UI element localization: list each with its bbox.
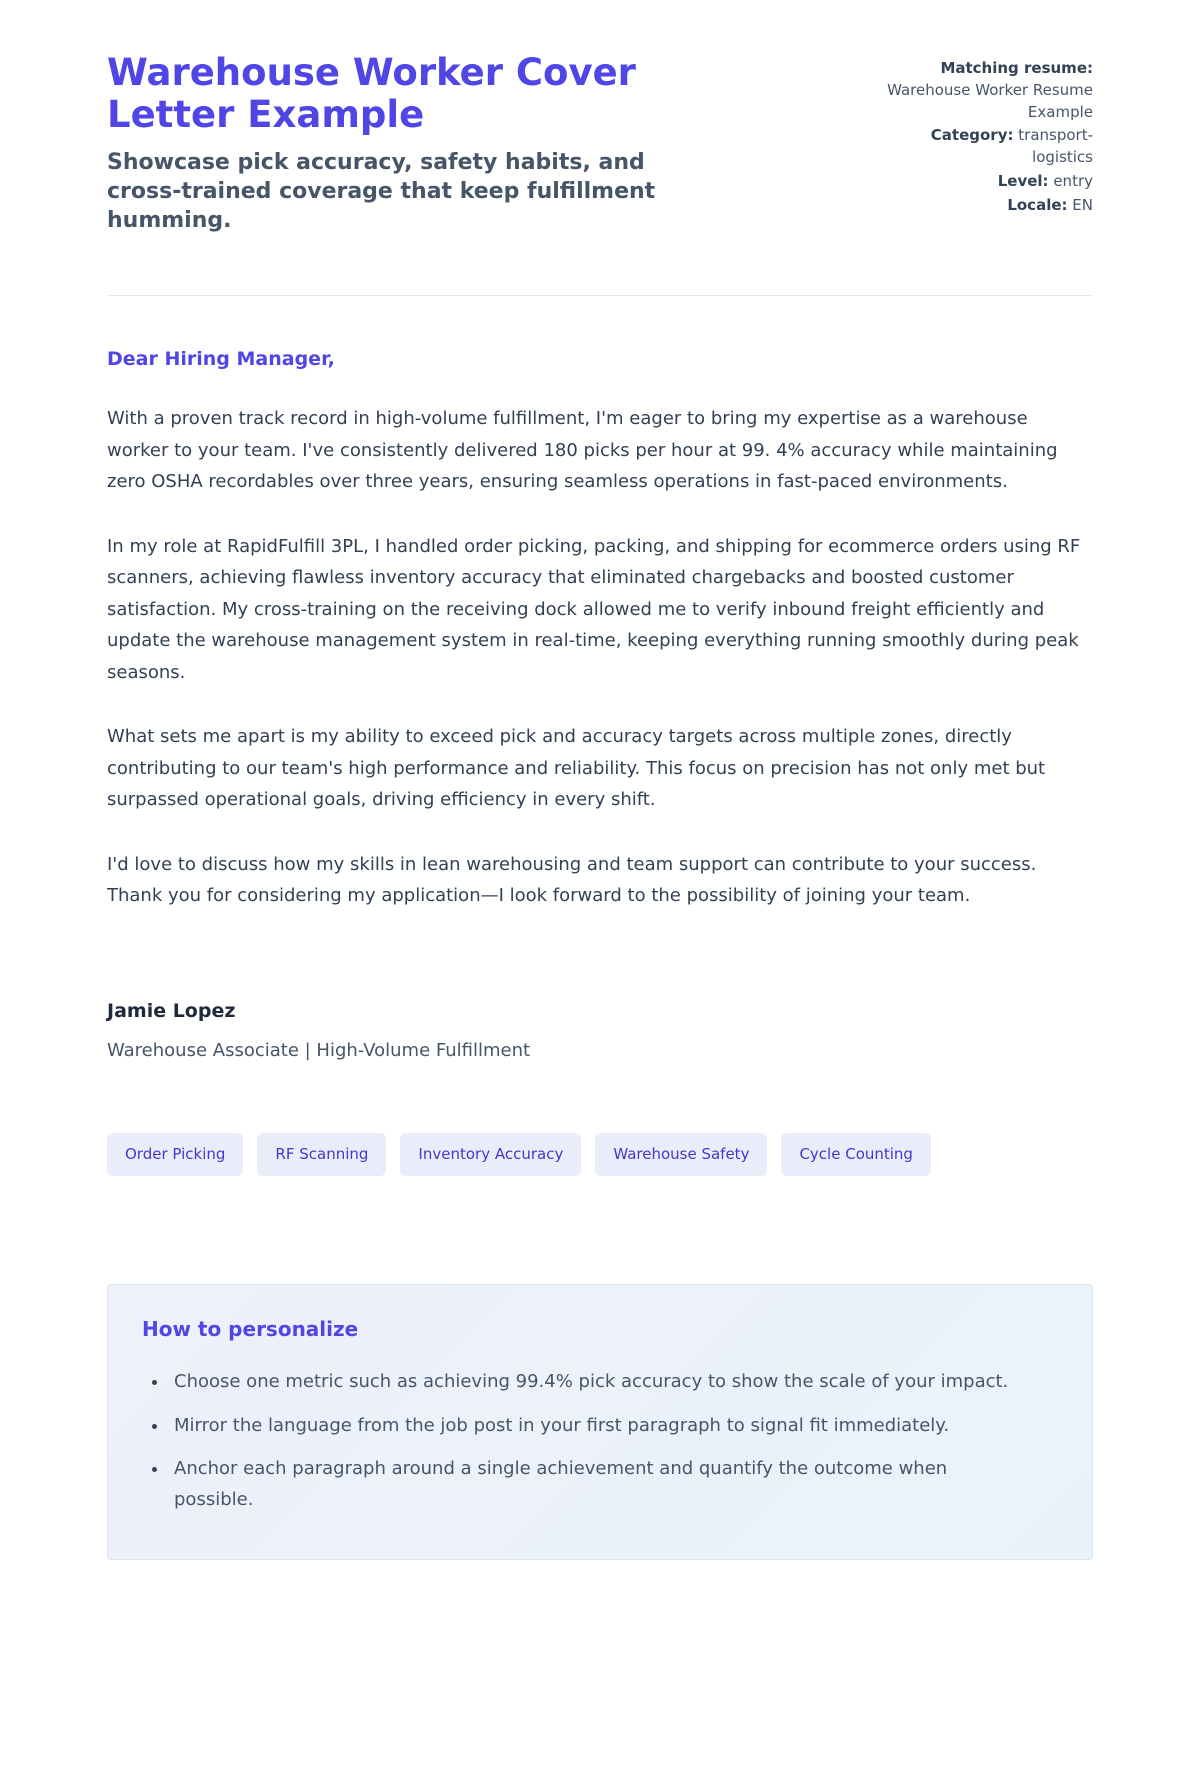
tips-heading: How to personalize bbox=[142, 1316, 359, 1341]
cover-letter-body bbox=[107, 348, 1093, 1061]
skill-tag: Order Picking bbox=[107, 1133, 243, 1176]
skill-tag: RF Scanning bbox=[257, 1133, 386, 1176]
meta-level bbox=[875, 171, 1093, 193]
tip-item: • Anchor each paragraph around a single achievement and quantify the outcome when possible. bbox=[168, 1454, 1018, 1515]
skill-tag: Inventory Accuracy bbox=[400, 1133, 581, 1176]
page-title: Warehouse Worker Cover Letter Example bbox=[107, 51, 636, 137]
skill-tags-row bbox=[107, 1133, 1093, 1176]
meta-category-label: Category: bbox=[930, 126, 1014, 145]
signature-name: Jamie Lopez bbox=[107, 999, 236, 1022]
meta-locale-label: Locale: bbox=[1007, 195, 1068, 214]
letter-paragraph: In my role at RapidFulfill 3PL, I handled order picking, packing, and shipping for ecommerce orders using RF scanners, achieving flawless inventory accuracy that eliminated chargebacks and boosted customer satisfaction. My cross-training on the receiving dock allowed me to verify inbound freight efficiently and update the warehouse management system in real-time, keeping everything running smoothly during peak seasons. bbox=[107, 535, 1081, 683]
meta-matching-resume-value: Warehouse Worker Resume Example bbox=[887, 80, 1093, 121]
page-header bbox=[107, 52, 1093, 235]
letter-paragraph: I'd love to discuss how my skills in lean warehousing and team support can contribute to your success. Thank you for considering my application—I look forward to the possibility of joining your team. bbox=[107, 853, 1037, 907]
meta-matching-resume-label: Matching resume: bbox=[940, 59, 1093, 77]
meta-locale-value: EN bbox=[1072, 195, 1093, 214]
letter-greeting: Dear Hiring Manager, bbox=[107, 348, 335, 371]
title-block bbox=[107, 52, 875, 235]
meta-locale bbox=[875, 195, 1093, 217]
header-divider bbox=[107, 295, 1093, 296]
tips-list bbox=[142, 1367, 1058, 1515]
skill-tag: Cycle Counting bbox=[781, 1133, 931, 1176]
meta-level-label: Level: bbox=[997, 171, 1049, 190]
tip-item: • Choose one metric such as achieving 99.4% pick accuracy to show the scale of your impact. bbox=[168, 1367, 1018, 1398]
personalize-tips-box bbox=[107, 1284, 1093, 1560]
skill-tag: Warehouse Safety bbox=[595, 1133, 767, 1176]
meta-level-value: entry bbox=[1053, 171, 1093, 190]
tip-item: • Mirror the language from the job post in your first paragraph to signal fit immediately. bbox=[168, 1411, 1018, 1442]
meta-matching-resume bbox=[875, 58, 1093, 123]
meta-category-value: transport-logistics bbox=[1018, 126, 1093, 166]
meta-category bbox=[875, 125, 1093, 169]
letter-paragraph: With a proven track record in high-volume fulfillment, I'm eager to bring my expertise as a warehouse worker to your team. I've consistently delivered 180 picks per hour at 99. 4% accuracy while maintaining zero OSHA recordables over three years, ensuring seamless operations in fast-paced environments. bbox=[107, 408, 1058, 493]
page-subtitle: Showcase pick accuracy, safety habits, and cross-trained coverage that keep fulfillment humming. bbox=[107, 150, 656, 234]
letter-paragraph: What sets me apart is my ability to exceed pick and accuracy targets across multiple zones, directly contributing to our team's high performance and reliability. This focus on precision has not only met but surpassed operational goals, driving efficiency in every shift. bbox=[107, 726, 1046, 811]
meta-block bbox=[875, 52, 1093, 218]
page-container bbox=[107, 0, 1093, 1626]
signature-role: Warehouse Associate | High-Volume Fulfillment bbox=[107, 1039, 531, 1061]
